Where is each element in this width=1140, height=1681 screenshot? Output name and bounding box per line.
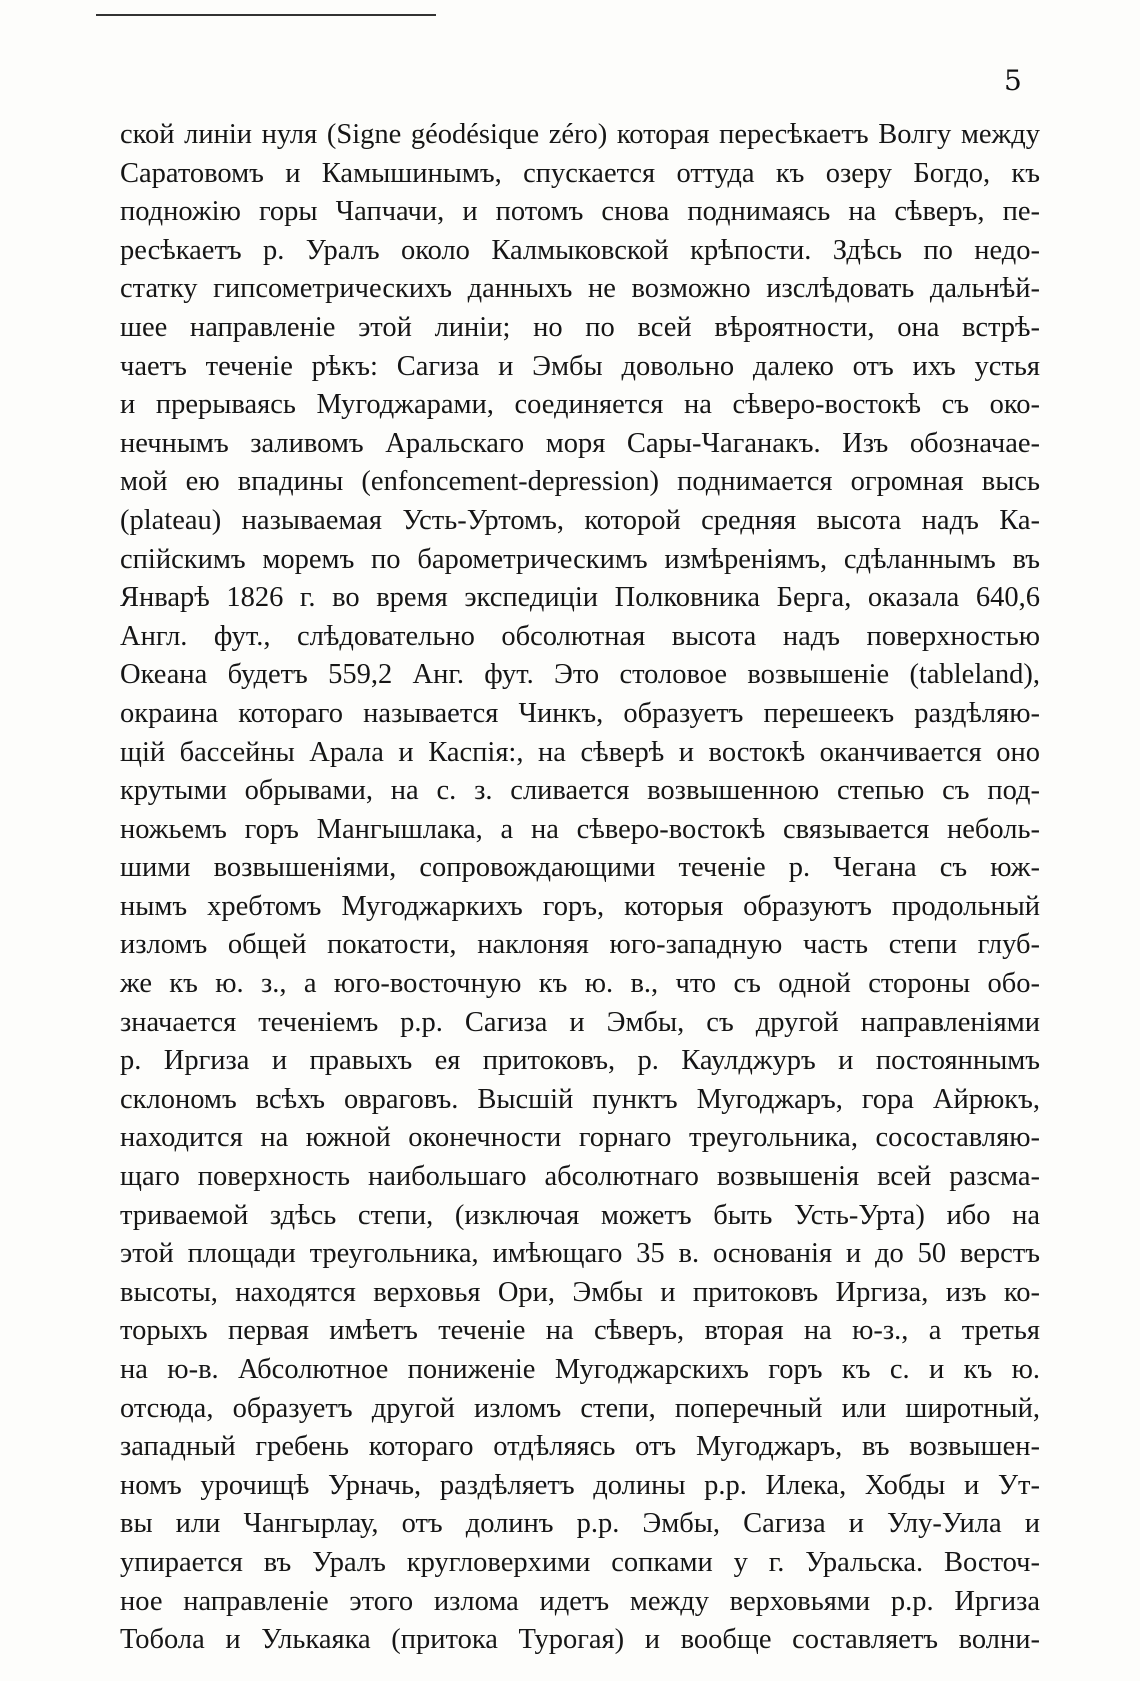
text-line: чаетъ теченіе рѣкъ: Сагиза и Эмбы довольно далеко отъ ихъ устья <box>120 350 1040 382</box>
body-text <box>120 116 1040 1660</box>
text-line: спійскимъ моремъ по барометрическимъ измѣреніямъ, сдѣланнымъ въ <box>120 543 1040 575</box>
text-line: изломъ общей покатости, наклоняя юго-западную часть степи глуб- <box>120 929 1040 961</box>
text-line: значается теченіемъ р.р. Сагиза и Эмбы, съ другой направленіями <box>120 1006 1040 1038</box>
text-line: щій бассейны Арала и Каспія:, на сѣверѣ и востокѣ оканчивается оно <box>120 736 1040 768</box>
text-line: Январѣ 1826 г. во время экспедиціи Полковника Берга, оказала 640,6 <box>120 582 1040 614</box>
text-line: Англ. фут., слѣдовательно обсолютная высота надъ поверхностью <box>120 620 1040 652</box>
text-line: западный гребень котораго отдѣляясь отъ Мугоджаръ, въ возвышен- <box>120 1431 1040 1463</box>
header-rule <box>96 14 436 16</box>
text-line: же къ ю. з., а юго-восточную къ ю. в., что съ одной стороны обо- <box>120 968 1040 1000</box>
text-line: на ю-в. Абсолютное пониженіе Мугоджарскихъ горъ къ с. и къ ю. <box>120 1354 1040 1385</box>
text-line: вы или Чангырлау, отъ долинъ р.р. Эмбы, Сагиза и Улу-Уила и <box>120 1508 1040 1540</box>
text-line: мой ею впадины (enfoncement-depression) поднимается огромная высь <box>120 466 1040 498</box>
text-line: высоты, находятся верховья Ори, Эмбы и притоковъ Иргиза, изъ ко- <box>120 1276 1040 1308</box>
text-line: находится на южной оконечности горнаго треугольника, сосоставляю- <box>120 1122 1040 1154</box>
text-line: нечнымъ заливомъ Аральскаго моря Сары-Чаганакъ. Изъ обозначае- <box>120 427 1040 459</box>
text-line: упирается въ Уралъ кругловерхими сопками у г. Уральска. Восточ- <box>120 1546 1040 1578</box>
text-line: и прерываясь Мугоджарами, соединяется на сѣверо-востокѣ съ око- <box>120 389 1040 421</box>
text-line: крутыми обрывами, на с. з. сливается возвышенною степью съ под- <box>120 775 1040 807</box>
text-line: шими возвышеніями, сопровождающими теченіе р. Чегана съ юж- <box>120 852 1040 884</box>
text-line: ножьемъ горъ Мангышлака, а на сѣверо-востокѣ связывается неболь- <box>120 813 1040 845</box>
text-line: склономъ всѣхъ овраговъ. Высшій пунктъ Мугоджаръ, гора Айрюкъ, <box>120 1083 1040 1115</box>
text-line: Саратовомъ и Камышинымъ, спускается оттуда къ озеру Богдо, къ <box>120 157 1040 189</box>
text-line: шее направленіе этой линіи; но по всей вѣроятности, она встрѣ- <box>120 311 1040 343</box>
text-line: окраина котораго называется Чинкъ, образуетъ перешеекъ раздѣляю- <box>120 697 1040 729</box>
page-number: 5 <box>1004 64 1022 97</box>
text-line: триваемой здѣсь степи, (изключая можетъ быть Усть-Урта) ибо на <box>120 1199 1040 1231</box>
text-line: Тобола и Улькаяка (притока Турогая) и вообще составляетъ волни- <box>120 1624 1040 1656</box>
text-line: Океана будетъ 559,2 Анг. фут. Это столовое возвышеніе (tableland), <box>120 659 1040 691</box>
text-line: р. Иргиза и правыхъ ея притоковъ, р. Каулджуръ и постояннымъ <box>120 1045 1040 1077</box>
text-line: нымъ хребтомъ Мугоджаркихъ горъ, которыя образуютъ продольный <box>120 890 1040 922</box>
text-line: ресѣкаетъ р. Уралъ около Калмыковской крѣпости. Здѣсь по недо- <box>120 234 1040 266</box>
text-line: ской линіи нуля (Signe géodésique zéro) которая пересѣкаетъ Волгу между <box>120 119 1040 150</box>
text-line: номъ урочищѣ Урначь, раздѣляетъ долины р.р. Илека, Хобды и Ут- <box>120 1469 1040 1501</box>
text-line: щаго поверхность наибольшаго абсолютнаго возвышенія всей разсма- <box>120 1161 1040 1193</box>
text-line: отсюда, образуетъ другой изломъ степи, поперечный или широтный, <box>120 1392 1040 1424</box>
text-line: ное направленіе этого излома идетъ между верховьями р.р. Иргиза <box>120 1585 1040 1617</box>
text-line: (plateau) называемая Усть-Уртомъ, которой средняя высота надъ Ка- <box>120 504 1040 536</box>
text-line: торыхъ первая имѣетъ теченіе на сѣверъ, вторая на ю-з., а третья <box>120 1315 1040 1347</box>
text-line: подножію горы Чапчачи, и потомъ снова поднимаясь на сѣверъ, пе- <box>120 196 1040 228</box>
text-line: статку гипсометрическихъ данныхъ не возможно изслѣдовать дальнѣй- <box>120 273 1040 305</box>
text-line: этой площади треугольника, имѣющаго 35 в. основанія и до 50 верстъ <box>120 1238 1040 1270</box>
